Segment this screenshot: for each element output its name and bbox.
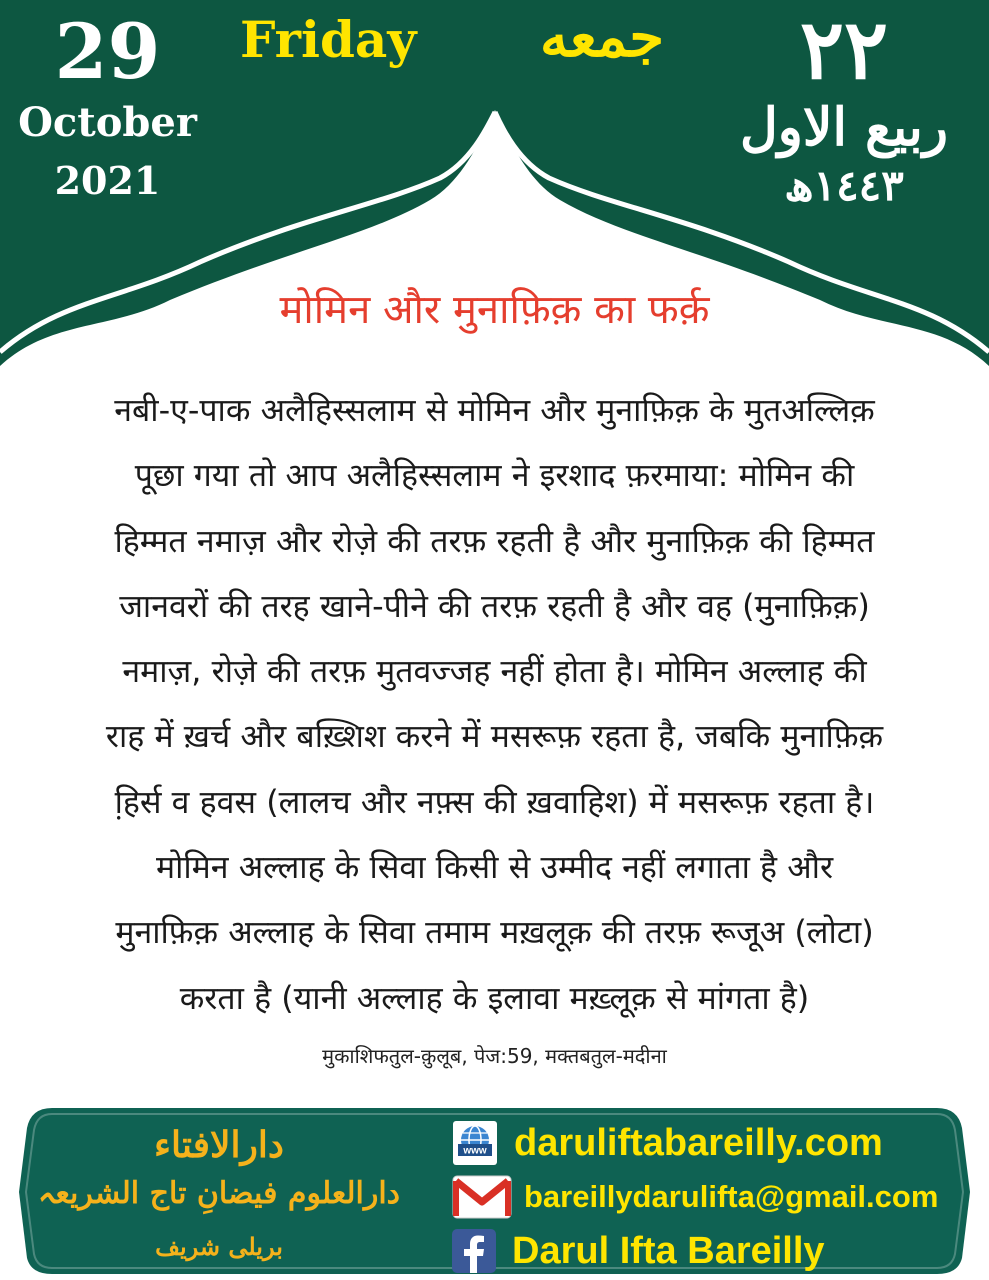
body-line: मोमिन अल्लाह के सिवा किसी से उम्मीद नहीं लगाता है और [155,848,834,887]
article-title: मोमिन और मुनाफ़िक़ का फर्क़ [279,287,710,333]
footer-org-city: بریلی شریف [155,1232,283,1261]
facebook-link[interactable]: Darul Ifta Bareilly [512,1229,825,1272]
gregorian-day: 29 [54,7,161,96]
gregorian-month: October [18,99,197,146]
body-line: हि़र्स व हवस (लालच और नफ़्स की ख़वाहिश) में मसरूफ़ रहता है। [114,782,875,821]
hijri-month: ربیع الاول [739,97,949,158]
body-line: जानवरों की तरह खाने-पीने की तरफ़ रहती है और वह (मुनाफ़िक़) [119,586,870,625]
hijri-year: ١٤٤٣ھ [784,161,904,210]
facebook-icon [452,1229,496,1273]
gmail-envelope-icon [452,1175,512,1219]
contact-email[interactable] [452,1172,938,1222]
email-link[interactable]: bareillydarulifta@gmail.com [524,1179,939,1214]
contact-facebook[interactable] [452,1226,825,1276]
gregorian-year: 2021 [54,158,161,203]
svg-text:www: www [463,1145,487,1157]
website-link[interactable]: daruliftabareilly.com [514,1121,883,1164]
www-globe-icon [452,1120,498,1166]
weekday-english: Friday [240,10,417,69]
body-line: पूछा गया तो आप अलैहिस्सलाम ने इरशाद फ़रमाया: मोमिन की [134,456,855,495]
body-line: हिम्मत नमाज़ और रोज़े की तरफ़ रहती है और मुनाफ़िक़ की हिम्मत [114,521,875,560]
source-reference: मुकाशिफतुल-क़ुलूब, पेज:59, मक्तबतुल-मदीना [322,1044,667,1068]
hijri-day: ٢٢ [799,2,889,98]
body-line: मुनाफ़िक़ अल्लाह के सिवा तमाम मख़लूक़ की तरफ़ रूजूअ (लोटा) [115,913,874,952]
body-line: राह में ख़र्च और बख़्शिश करने में मसरूफ़ रहता है, जबकि मुनाफ़िक़ [105,717,884,756]
footer-org-name: دارالعلوم فیضانِ تاج الشریعہ [37,1176,401,1211]
body-line: नबी-ए-पाक अलैहिस्सलाम से मोमिन और मुनाफ़िक़ के मुतअल्लिक़ [114,391,875,429]
article-body [30,378,959,1031]
weekday-arabic: جمعه [540,4,665,70]
body-line: नमाज़, रोज़े की तरफ़ मुतवज्जह नहीं होता है। मोमिन अल्लाह की [122,652,867,691]
footer-org-title: دارالافتاء [154,1124,284,1166]
body-line: करता है (यानी अल्लाह के इलावा मख़्लूक़ से मांगता है) [179,978,810,1017]
contact-website[interactable] [452,1118,883,1168]
